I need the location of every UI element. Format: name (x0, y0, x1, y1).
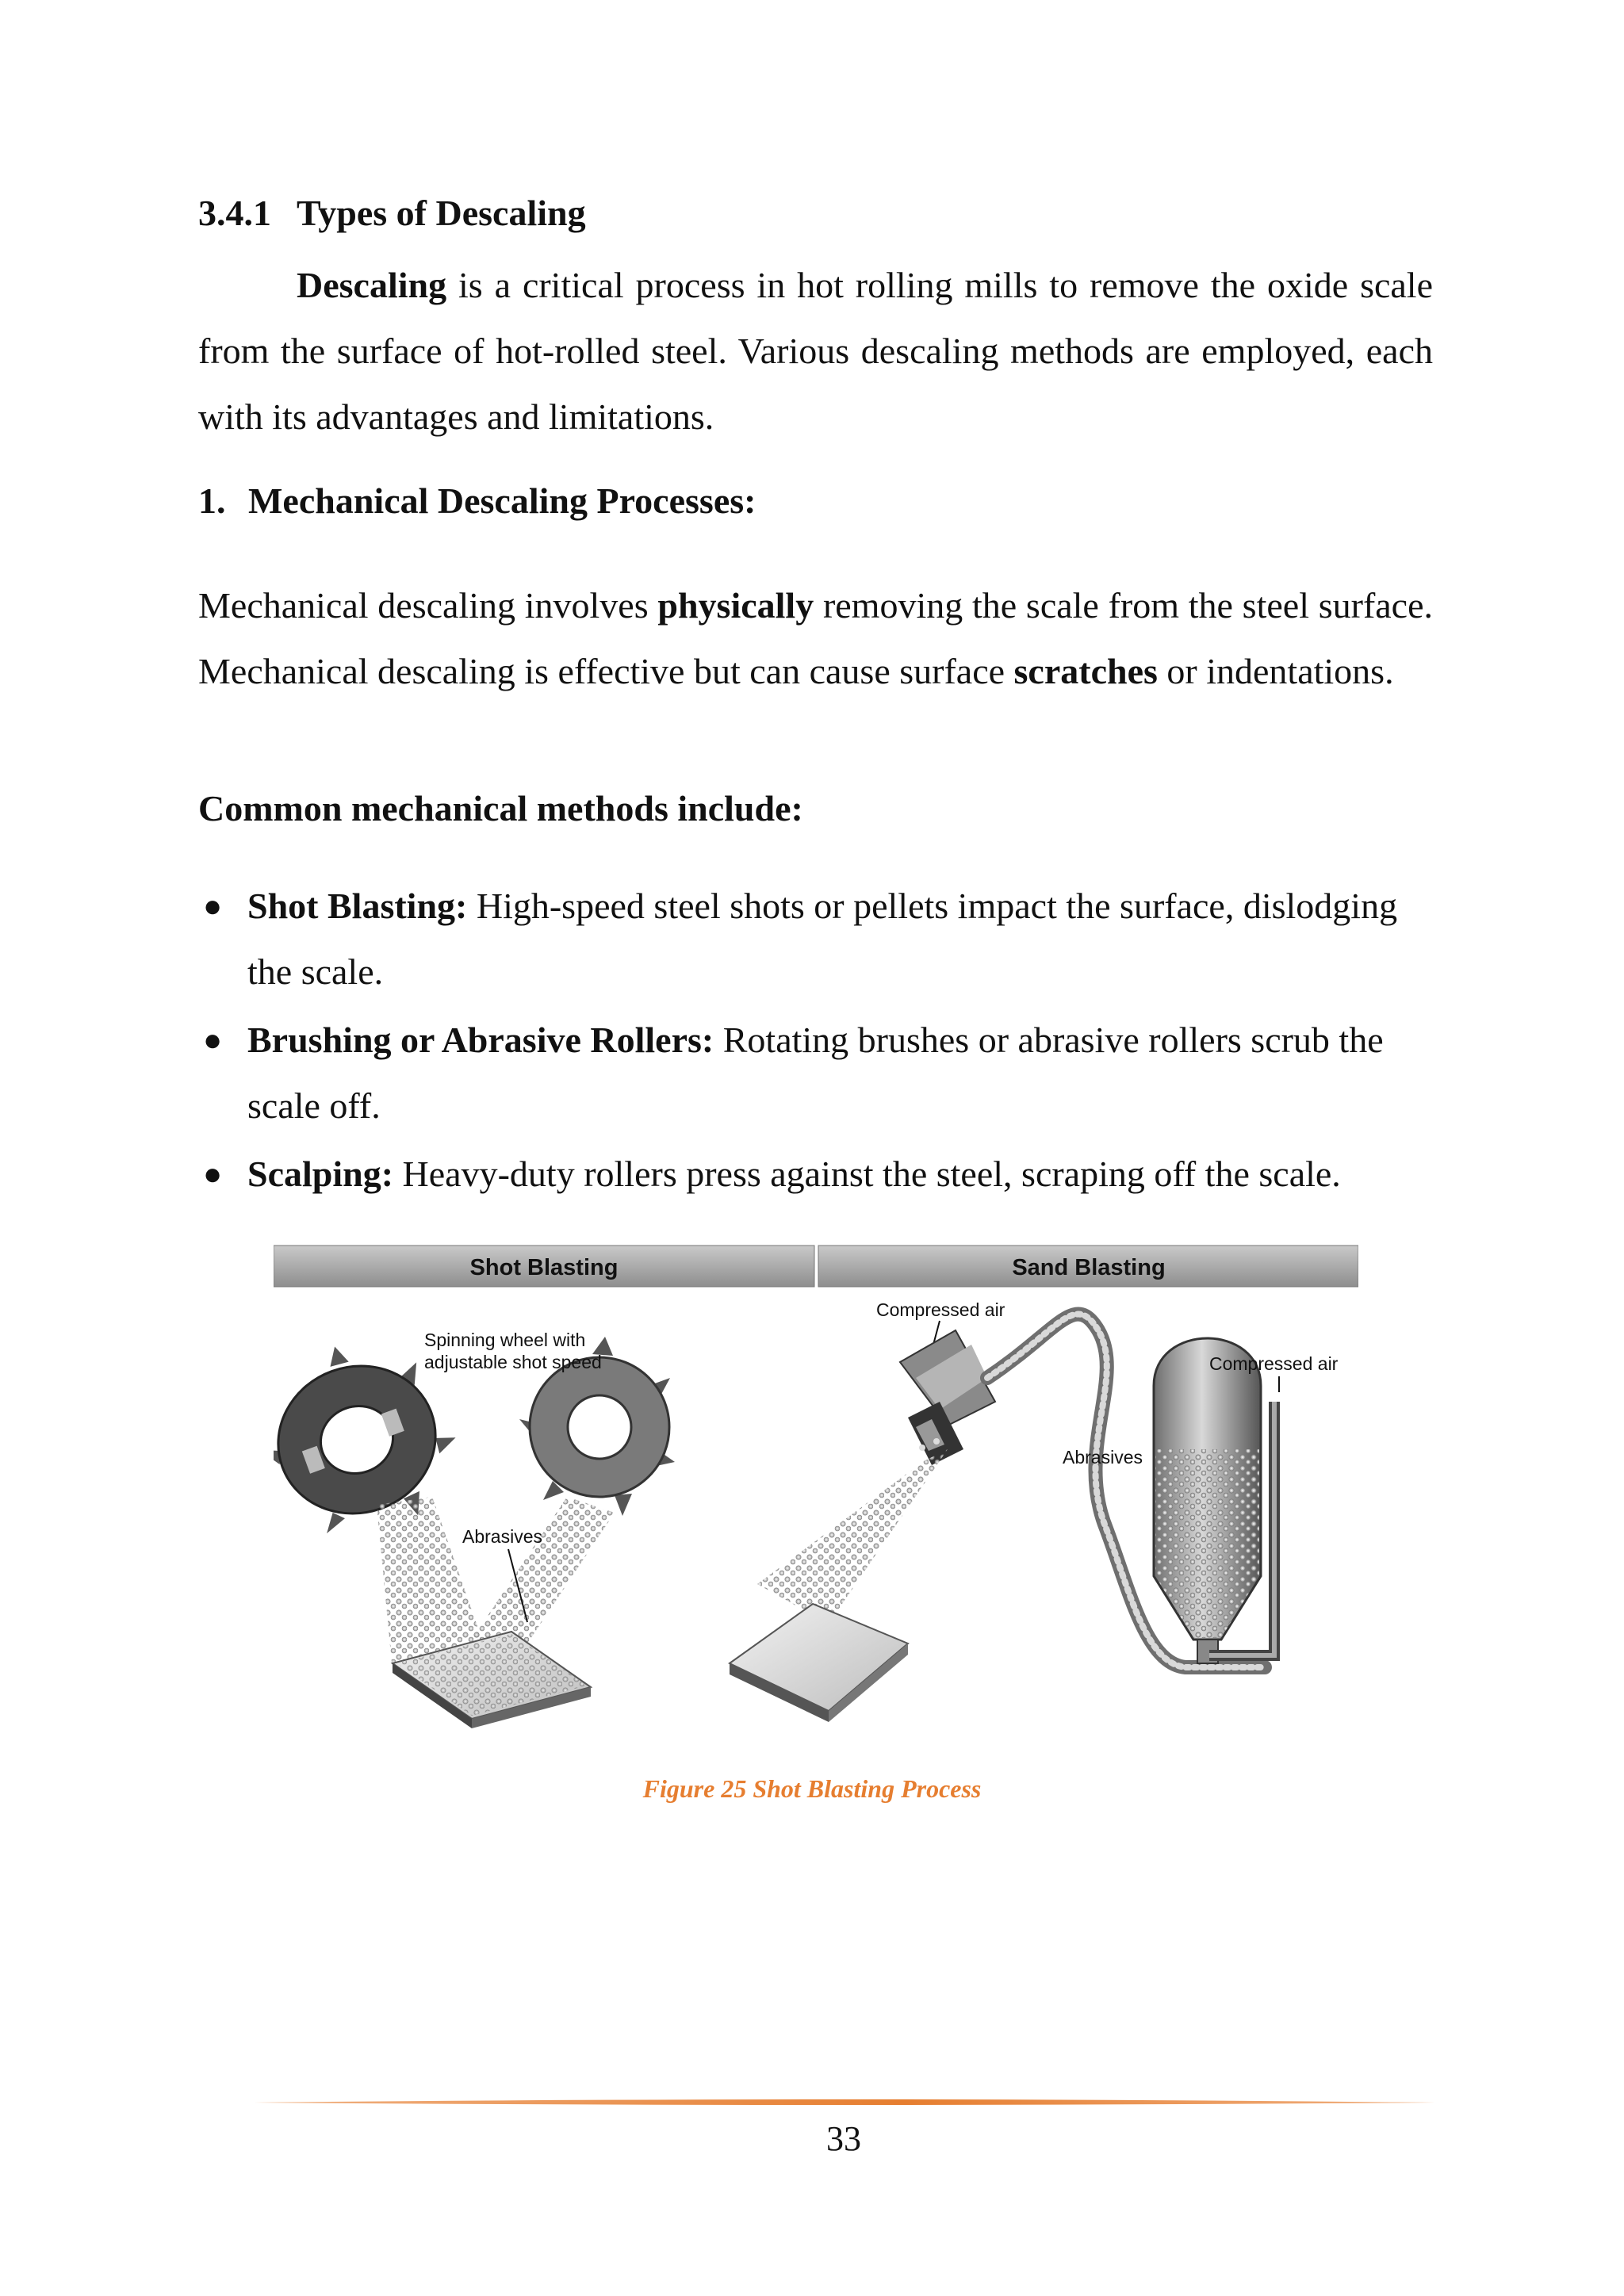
intro-text: is a critical process in hot rolling mills to remove the oxide scale from the surface of hot-rolled steel. Various descaling methods are employed, each with its advantages and limitations. (198, 265, 1433, 437)
compressed-air-nozzle-label: Compressed air (876, 1299, 1005, 1320)
intro-paragraph (198, 252, 1433, 450)
pressure-tank-icon (1154, 1338, 1261, 1663)
abrasives-right-label: Abrasives (1063, 1447, 1143, 1468)
intro-bold-term: Descaling (297, 265, 447, 305)
section-title: Types of Descaling (297, 193, 586, 233)
methods-heading: Common mechanical methods include: (198, 788, 803, 828)
figure-illustration (274, 1243, 1358, 1743)
mechanical-paragraph (198, 572, 1433, 704)
bullet-icon: ● (203, 1022, 223, 1058)
bullet-icon: ● (203, 888, 223, 924)
figure-header-right (818, 1246, 1358, 1287)
abrasives-left-label: Abrasives (462, 1526, 542, 1547)
figure-header-right-label: Sand Blasting (1012, 1255, 1166, 1280)
list-item-term: Shot Blasting: (247, 886, 468, 926)
shot-sand-blasting-figure (274, 1243, 1358, 1743)
figure-caption: Figure 25 Shot Blasting Process (642, 1774, 982, 1803)
list-item-text: High-speed steel shots or pellets impact the surface, dislodging the scale. (247, 886, 1398, 992)
list-item-term: Brushing or Abrasive Rollers: (247, 1020, 714, 1060)
section-heading (198, 192, 586, 234)
figure-header-left-label: Shot Blasting (469, 1255, 619, 1280)
bullet-icon: ● (203, 1156, 223, 1192)
workpiece-right (730, 1604, 908, 1722)
subsection-number: 1. (198, 480, 226, 521)
mechanical-bold-2: scratches (1013, 651, 1158, 691)
blast-nozzle-icon (900, 1330, 995, 1465)
footer-rule (254, 2097, 1435, 2108)
list-item (198, 1007, 1433, 1138)
sand-stream (757, 1449, 948, 1624)
wheel-label-line1: Spinning wheel with (424, 1330, 586, 1350)
wheel-label-line2: adjustable shot speed (424, 1352, 602, 1372)
list-item-text: Heavy-duty rollers press against the steel, scraping off the scale. (393, 1154, 1341, 1194)
shot-stream-right (472, 1497, 615, 1655)
mechanical-text-3: or indentations. (1157, 651, 1394, 691)
mechanical-text-1: Mechanical descaling involves (198, 585, 658, 626)
page-number: 33 (826, 2119, 861, 2158)
figure-header-left (274, 1246, 814, 1287)
mechanical-bold-1: physically (657, 585, 814, 626)
methods-list (198, 873, 1433, 1209)
list-item-text: Rotating brushes or abrasive rollers scrub the scale off. (247, 1020, 1384, 1126)
subsection-title: Mechanical Descaling Processes: (248, 480, 756, 521)
subsection-heading (198, 480, 756, 522)
section-number: 3.4.1 (198, 193, 271, 233)
list-item-term: Scalping: (247, 1154, 394, 1194)
mechanical-text-2: removing the scale from the steel surface. Mechanical descaling is effective but can cause surface (198, 585, 1434, 691)
compressed-air-tank-label: Compressed air (1209, 1353, 1339, 1374)
list-item (198, 1141, 1433, 1207)
list-item (198, 873, 1433, 1004)
